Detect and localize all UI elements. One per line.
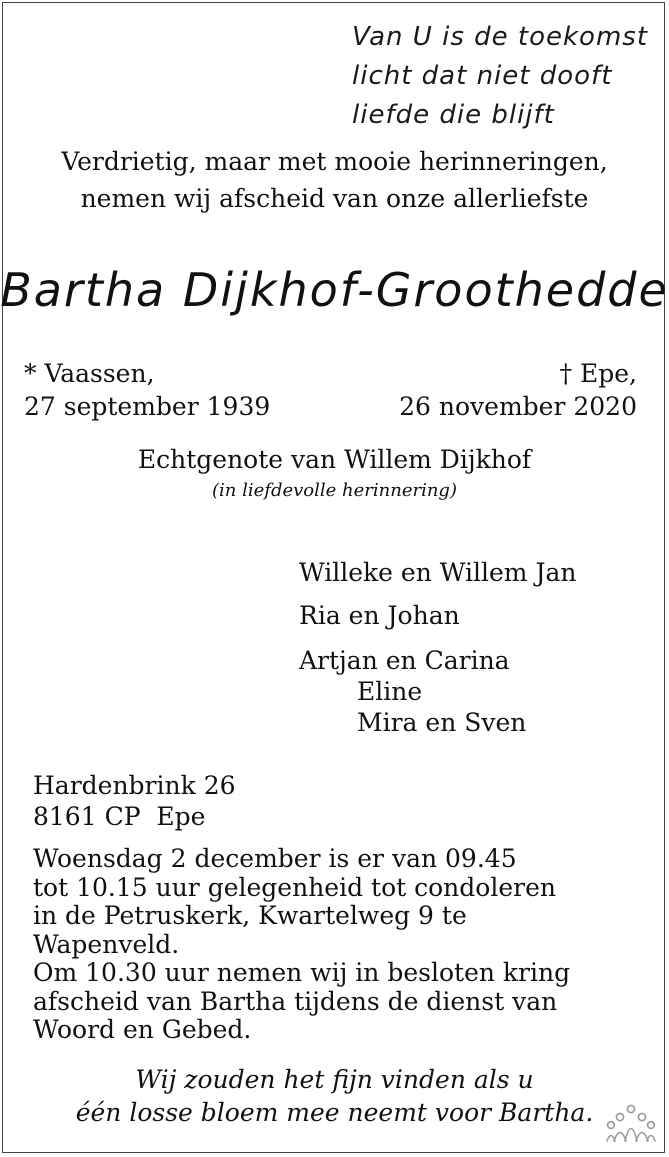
closing-line: één losse bloem mee neemt voor Bartha. (75, 1098, 594, 1127)
service-line: tot 10.15 uur gelegenheid tot condoleren (33, 872, 556, 902)
closing-line: Wij zouden het fijn vinden als u (135, 1065, 534, 1094)
deceased-name: Bartha Dijkhof-Groothedde (0, 263, 669, 317)
birth-place: * Vaassen, (24, 359, 155, 388)
death-date: 26 november 2020 (399, 392, 637, 421)
service-line: Om 10.30 uur nemen wij in besloten kring (33, 958, 571, 987)
address (33, 770, 236, 832)
poem-line: licht dat niet dooft (352, 61, 613, 91)
birth-info (24, 357, 270, 423)
people-group-icon (605, 1104, 657, 1142)
service-line: Wapenveld. (33, 929, 180, 959)
address-city: 8161 CP Epe (33, 802, 206, 831)
birth-date: 27 september 1939 (24, 392, 271, 421)
family-member: Ria en Johan (299, 601, 460, 630)
grandchild: Eline (357, 677, 423, 706)
death-place: † Epe, (559, 359, 637, 388)
address-street: Hardenbrink 26 (33, 771, 236, 800)
spouse-line: Echtgenote van Willem Dijkhof (137, 445, 532, 474)
grandchild: Mira en Sven (357, 708, 527, 737)
service-info (33, 845, 570, 1045)
service-line: afscheid van Bartha tijdens de dienst van (33, 986, 558, 1016)
family-member: Willeke en Willem Jan (299, 558, 577, 587)
poem-line: Van U is de toekomst (352, 22, 649, 52)
service-line: Woensdag 2 december is er van 09.45 (33, 844, 517, 873)
closing-text (0, 1063, 669, 1129)
intro-text (0, 143, 669, 217)
family-member: Artjan en Carina (299, 646, 510, 675)
intro-line: Verdrietig, maar met mooie herinneringen, (61, 147, 608, 176)
intro-line: nemen wij afscheid van onze allerliefste (80, 184, 589, 213)
death-info (399, 357, 637, 423)
spouse-note: (in liefdevolle herinnering) (212, 480, 457, 501)
poem-line: liefde die blijft (352, 100, 555, 130)
service-line: Woord en Gebed. (33, 1015, 252, 1044)
poem (352, 18, 648, 135)
service-line: in de Petruskerk, Kwartelweg 9 te (33, 901, 467, 930)
